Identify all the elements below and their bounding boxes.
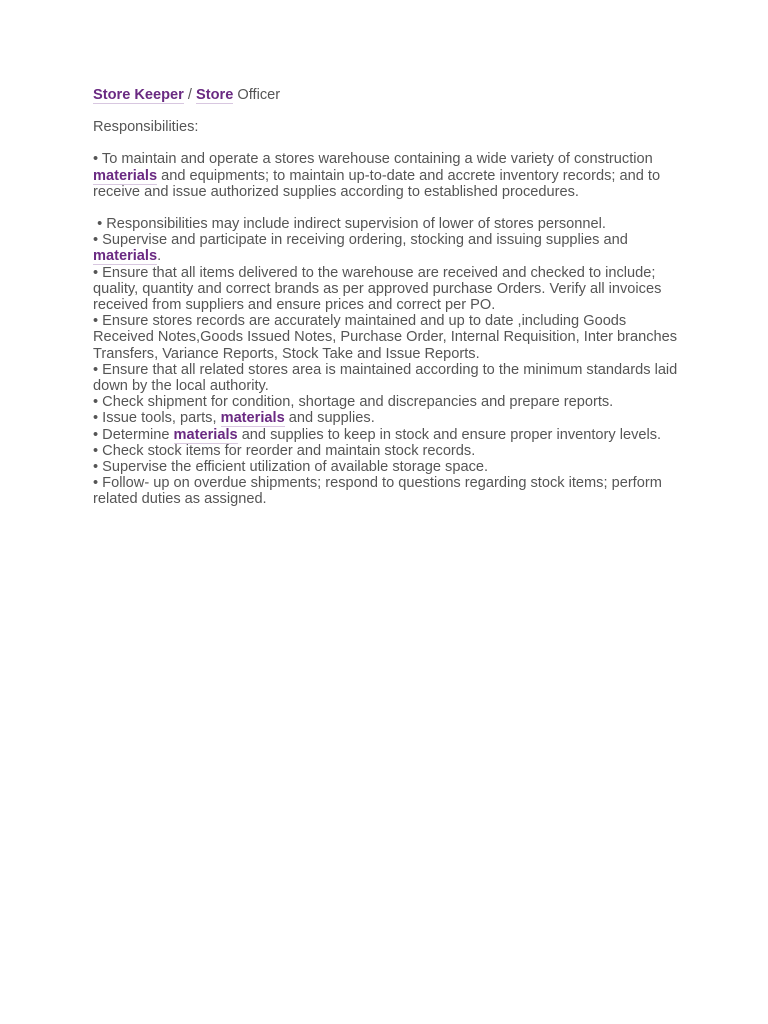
keyword-link-materials[interactable]: materials [220,410,285,427]
list-item: • Ensure that all items delivered to the warehouse are received and checked to include; quality, quantity and correct brands as per approved purchase Orders. Verify all invoices received from suppliers and ensure prices and correct per PO. [93,264,666,314]
responsibilities-heading: Responsibilities: [93,119,199,136]
title-separator: / [183,87,197,103]
list-item: • Follow- up on overdue shipments; respond to questions regarding stock items; perform related duties as assigned. [93,475,666,508]
list-item: • Responsibilities may include indirect supervision of lower of stores personnel. [93,216,606,233]
intro-paragraph [93,151,683,200]
list-item-text: . [157,248,162,265]
keyword-link-store[interactable]: Store [196,87,234,103]
intro-text-a: • To maintain and operate a stores warehouse containing a wide variety of construction [93,151,653,168]
list-item: • Ensure stores records are accurately maintained and up to date ,including Goods Received Notes,Goods Issued Notes, Purchase Order, Internal Requisition, Inter branches Transfers, Variance Reports, Stock Take and Issue Reports. [93,313,681,362]
intro-text-b: and equipments; to maintain up-to-date and accrete inventory records; and to receive and issue authorized supplies according to established procedures. [93,167,661,200]
list-item [93,410,683,426]
list-item-text: and supplies. [284,410,375,427]
list-item-text: and supplies to keep in stock and ensure proper inventory levels. [237,426,662,443]
keyword-link-store-keeper[interactable]: Store Keeper [93,87,184,103]
list-item: • Ensure that all related stores area is maintained according to the minimum standards laid down by the local authority. [93,361,682,395]
list-item: • Supervise the efficient utilization of available storage space. [93,459,489,476]
list-item: • Check stock items for reorder and maintain stock records. [93,442,476,459]
list-item [93,232,683,264]
keyword-link-materials[interactable]: materials [93,248,158,265]
keyword-link-materials[interactable]: materials [173,426,238,443]
title-rest: Officer [233,87,281,103]
list-item [93,427,683,443]
list-item-text: • Supervise and participate in receiving ordering, stocking and issuing supplies and [93,232,632,249]
document-title [93,87,683,103]
list-item-text: • Issue tools, parts, [93,410,221,427]
list-item: • Check shipment for condition, shortage and discrepancies and prepare reports. [93,394,614,411]
document-body [93,87,683,508]
responsibilities-list [93,216,683,508]
list-item-text: • Determine [93,426,174,443]
keyword-link-materials[interactable]: materials [93,167,158,184]
